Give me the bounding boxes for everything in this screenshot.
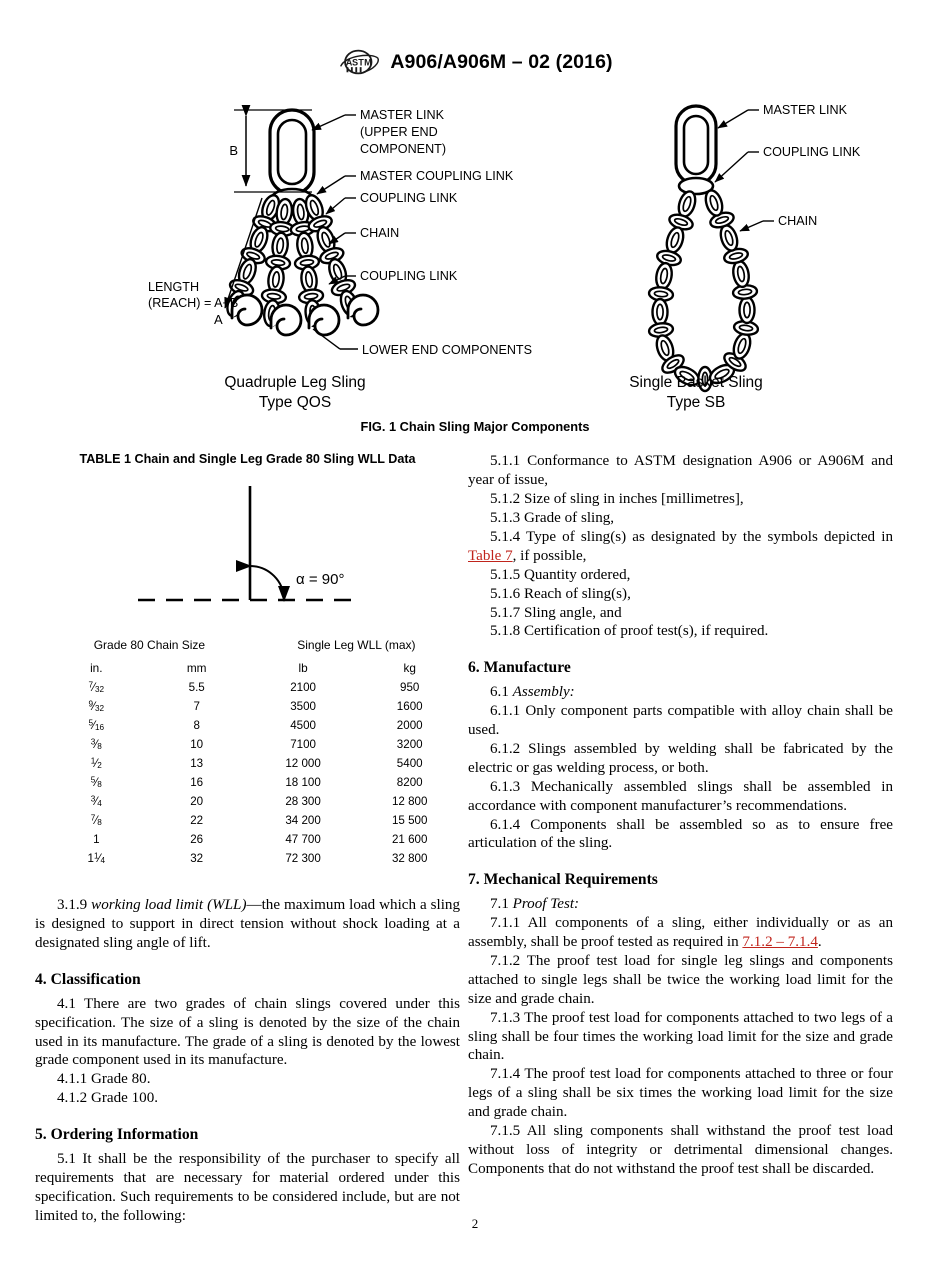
callout-coupling-link-upper: COUPLING LINK: [360, 191, 458, 205]
heading-5-ordering-information: 5. Ordering Information: [35, 1126, 199, 1144]
svg-text:M: M: [364, 57, 373, 68]
cell-wll-lb: 72 300: [285, 851, 321, 865]
right-diagram-title-line1: Single Basket Sling: [629, 374, 763, 391]
para-5-1-5: 5.1.5 Quantity ordered,: [490, 566, 631, 583]
para-5-1-6: 5.1.6 Reach of sling(s),: [490, 585, 631, 602]
para-6-1-4: 6.1.4 Components shall be assembled so as to ensure free articulation of the sling.: [468, 816, 893, 852]
cell-size-in: $^9⁄_{32}$: [88, 699, 105, 714]
length-label-line1: LENGTH: [148, 280, 200, 294]
figure-1-diagrams: [0, 86, 950, 416]
cell-size-mm: 20: [190, 794, 204, 808]
table-row: [49, 679, 463, 698]
cell-size-mm: 13: [190, 756, 204, 770]
cell-size-in: $1^1⁄_4$: [87, 851, 106, 865]
cell-wll-lb: 34 200: [285, 813, 321, 827]
left-diagram-title-line1: Quadruple Leg Sling: [224, 374, 366, 391]
table-1-wll-data: [49, 635, 463, 869]
quadruple-leg-sling-drawing: [148, 108, 532, 411]
right-diagram-title-line2: Type SB: [666, 394, 726, 411]
subhead-proof-test: Proof Test:: [512, 895, 580, 912]
callout-chain: CHAIN: [360, 226, 400, 240]
right-column: [468, 452, 893, 1179]
para-3-1-9: 3.1.9 working load limit (WLL)—the maximum load which a sling is designed to support in direct tension without shock loading at a designated sling angle of lift.: [35, 897, 461, 952]
cell-wll-lb: 28 300: [285, 794, 321, 808]
para-5-1-2: 5.1.2 Size of sling in inches [millimetres],: [490, 490, 744, 507]
table-group-header-row: [49, 635, 463, 658]
cell-wll-lb: 3500: [290, 700, 316, 714]
svg-text:S: S: [352, 57, 359, 68]
cell-wll-kg: 32 800: [391, 851, 428, 865]
cell-wll-lb: 12 000: [285, 756, 321, 770]
callout-sb-chain: CHAIN: [778, 214, 818, 228]
unit-header-lb: lb: [298, 660, 308, 675]
cell-size-in: $^7⁄_8$: [90, 813, 102, 827]
cell-size-in: $^5⁄_8$: [90, 775, 102, 789]
astm-logo: [337, 48, 381, 76]
callout-sb-coupling-link: COUPLING LINK: [763, 145, 861, 159]
para-4-1: 4.1 There are two grades of chain slings covered under this specification. The size of a sling is denoted by the size of the chain used in its manufacture. The grade of a sling is denoted by the lowest grade component used in its manufacture.: [35, 995, 460, 1069]
cell-wll-kg: 1600: [396, 700, 423, 714]
para-6-1-2: 6.1.2 Slings assembled by welding shall be fabricated by the electric or gas welding process, or both.: [468, 740, 893, 776]
cell-wll-kg: 15 500: [391, 813, 428, 827]
group-header-chain-size: Grade 80 Chain Size: [93, 638, 206, 653]
heading-7-mechanical-requirements: 7. Mechanical Requirements: [468, 871, 658, 889]
dimension-b-label: B: [229, 143, 238, 158]
table-row: [49, 812, 463, 831]
heading-4-classification: 4. Classification: [35, 971, 141, 989]
angle-label: α = 90°: [295, 570, 344, 588]
para-6-1-1: 6.1.1 Only component parts compatible with alloy chain shall be used.: [468, 702, 893, 738]
para-5-1-8: 5.1.8 Certification of proof test(s), if required.: [490, 623, 769, 640]
callout-master-coupling-link: MASTER COUPLING LINK: [360, 169, 514, 183]
para-7-1-5: 7.1.5 All sling components shall withstand the proof test load without loss of integrity or detrimental dimensional changes. Components that do not withstand the proof test shall be discarded.: [468, 1123, 893, 1178]
unit-header-kg: kg: [403, 660, 416, 675]
para-5-1-3: 5.1.3 Grade of sling,: [490, 509, 615, 526]
cell-wll-lb: 4500: [290, 719, 316, 733]
cell-size-mm: 7: [193, 700, 200, 714]
svg-text:T: T: [358, 57, 365, 68]
document-designation: A906/A906M – 02 (2016): [390, 50, 613, 73]
para-7-1: 7.1 Proof Test:: [490, 895, 580, 912]
cell-size-mm: 22: [190, 813, 204, 827]
para-7-1-2: 7.1.2 The proof test load for single leg slings and components attached to single legs shall be twice the working load limit for the size and grade chain.: [468, 952, 893, 1007]
cell-wll-kg: 2000: [396, 719, 423, 733]
cell-size-mm: 10: [190, 738, 204, 752]
table-row: [49, 736, 463, 755]
table-row: [49, 755, 463, 774]
cell-wll-lb: 2100: [290, 681, 316, 695]
sling-angle-figure: [35, 474, 460, 625]
para-7-1-4: 7.1.4 The proof test load for components attached to three or four legs of a sling shall be six times the working load limit for the size and grade chain.: [468, 1066, 893, 1121]
group-header-wll: Single Leg WLL (max): [297, 638, 416, 653]
para-4-1-1: 4.1.1 Grade 80.: [57, 1071, 151, 1088]
cell-size-mm: 16: [190, 775, 204, 789]
left-column: [35, 452, 460, 1226]
dimension-a-label: A: [214, 312, 223, 327]
cell-size-mm: 5.5: [188, 681, 205, 695]
cell-wll-lb: 7100: [290, 738, 316, 752]
para-5-1-7: 5.1.7 Sling angle, and: [490, 604, 622, 621]
figure-1-caption: FIG. 1 Chain Sling Major Components: [360, 419, 590, 434]
cell-size-in: $^3⁄_4$: [90, 794, 102, 808]
cell-wll-kg: 8200: [396, 775, 423, 789]
cell-wll-kg: 5400: [396, 756, 423, 770]
para-7-1-1: 7.1.1 All components of a sling, either individually or as an assembly, shall be proof tested as required in 7.1.2 – 7.1.4.: [468, 914, 893, 950]
cell-wll-lb: 18 100: [285, 775, 321, 789]
chain-sling-diagram: [0, 86, 950, 416]
link-7-1-2-to-7-1-4[interactable]: 7.1.2 – 7.1.4: [742, 933, 818, 950]
table-row: [49, 717, 463, 736]
cell-wll-kg: 21 600: [391, 832, 428, 846]
callout-master-link-l2: (UPPER END: [360, 125, 438, 139]
term-wll: working load limit (WLL): [91, 897, 247, 914]
para-5-1-4: 5.1.4 Type of sling(s) as designated by the symbols depicted in Table 7, if possible,: [468, 528, 893, 564]
cell-size-in: $^5⁄_{16}$: [88, 718, 105, 733]
callout-coupling-link-lower: COUPLING LINK: [360, 269, 458, 283]
table-row: [49, 698, 463, 717]
callout-sb-master-link: MASTER LINK: [763, 103, 847, 117]
para-5-1-1: 5.1.1 Conformance to ASTM designation A906 or A906M and year of issue,: [468, 453, 893, 488]
cell-wll-lb: 47 700: [285, 832, 321, 846]
cell-wll-kg: 12 800: [391, 794, 428, 808]
table-row: [49, 774, 463, 793]
callout-master-link-l1: MASTER LINK: [360, 108, 444, 122]
link-table-7[interactable]: Table 7: [468, 547, 513, 564]
table-body: [49, 679, 463, 868]
subhead-assembly: Assembly:: [512, 683, 575, 700]
page-header: [0, 48, 950, 76]
para-4-1-2: 4.1.2 Grade 100.: [57, 1090, 159, 1107]
cell-wll-kg: 950: [400, 681, 420, 695]
cell-size-mm: 8: [193, 719, 200, 733]
heading-6-manufacture: 6. Manufacture: [468, 659, 571, 677]
para-5-1: 5.1 It shall be the responsibility of the purchaser to specify all requirements that are necessary for material ordered under this specification. Such requirements to be considered include, but are not limited to, the following:: [35, 1150, 460, 1224]
table-row: [49, 793, 463, 812]
table-1-title: TABLE 1 Chain and Single Leg Grade 80 Sling WLL Data: [79, 452, 416, 466]
page-number: 2: [471, 1216, 479, 1231]
cell-size-in: $^1⁄_2$: [90, 756, 102, 770]
single-basket-sling-drawing: [629, 103, 861, 411]
cell-wll-kg: 3200: [396, 738, 423, 752]
para-6-1: 6.1 Assembly:: [490, 683, 575, 700]
cell-size-mm: 26: [190, 832, 204, 846]
unit-header-in: in.: [90, 660, 103, 675]
table-row: [49, 830, 463, 849]
callout-lower-end-components: LOWER END COMPONENTS: [362, 343, 533, 357]
unit-header-mm: mm: [186, 660, 207, 675]
cell-size-in: $^3⁄_8$: [90, 737, 102, 752]
cell-size-in: $^7⁄_{32}$: [88, 680, 105, 695]
angle-diagram: [98, 474, 398, 619]
cell-size-in: 1: [93, 832, 100, 846]
cell-size-mm: 32: [190, 851, 204, 865]
table-unit-header-row: [49, 657, 463, 679]
length-label-line2: (REACH) = A+B: [148, 296, 239, 310]
left-diagram-title-line2: Type QOS: [258, 394, 332, 411]
para-6-1-3: 6.1.3 Mechanically assembled slings shall be assembled in accordance with component manufacturer’s recommendations.: [468, 778, 893, 814]
para-7-1-3: 7.1.3 The proof test load for components attached to two legs of a sling shall be four times the working load limit for the size and grade chain.: [468, 1009, 893, 1064]
table-row: [49, 849, 463, 868]
svg-text:A: A: [346, 57, 353, 68]
callout-master-link-l3: COMPONENT): [360, 142, 447, 156]
